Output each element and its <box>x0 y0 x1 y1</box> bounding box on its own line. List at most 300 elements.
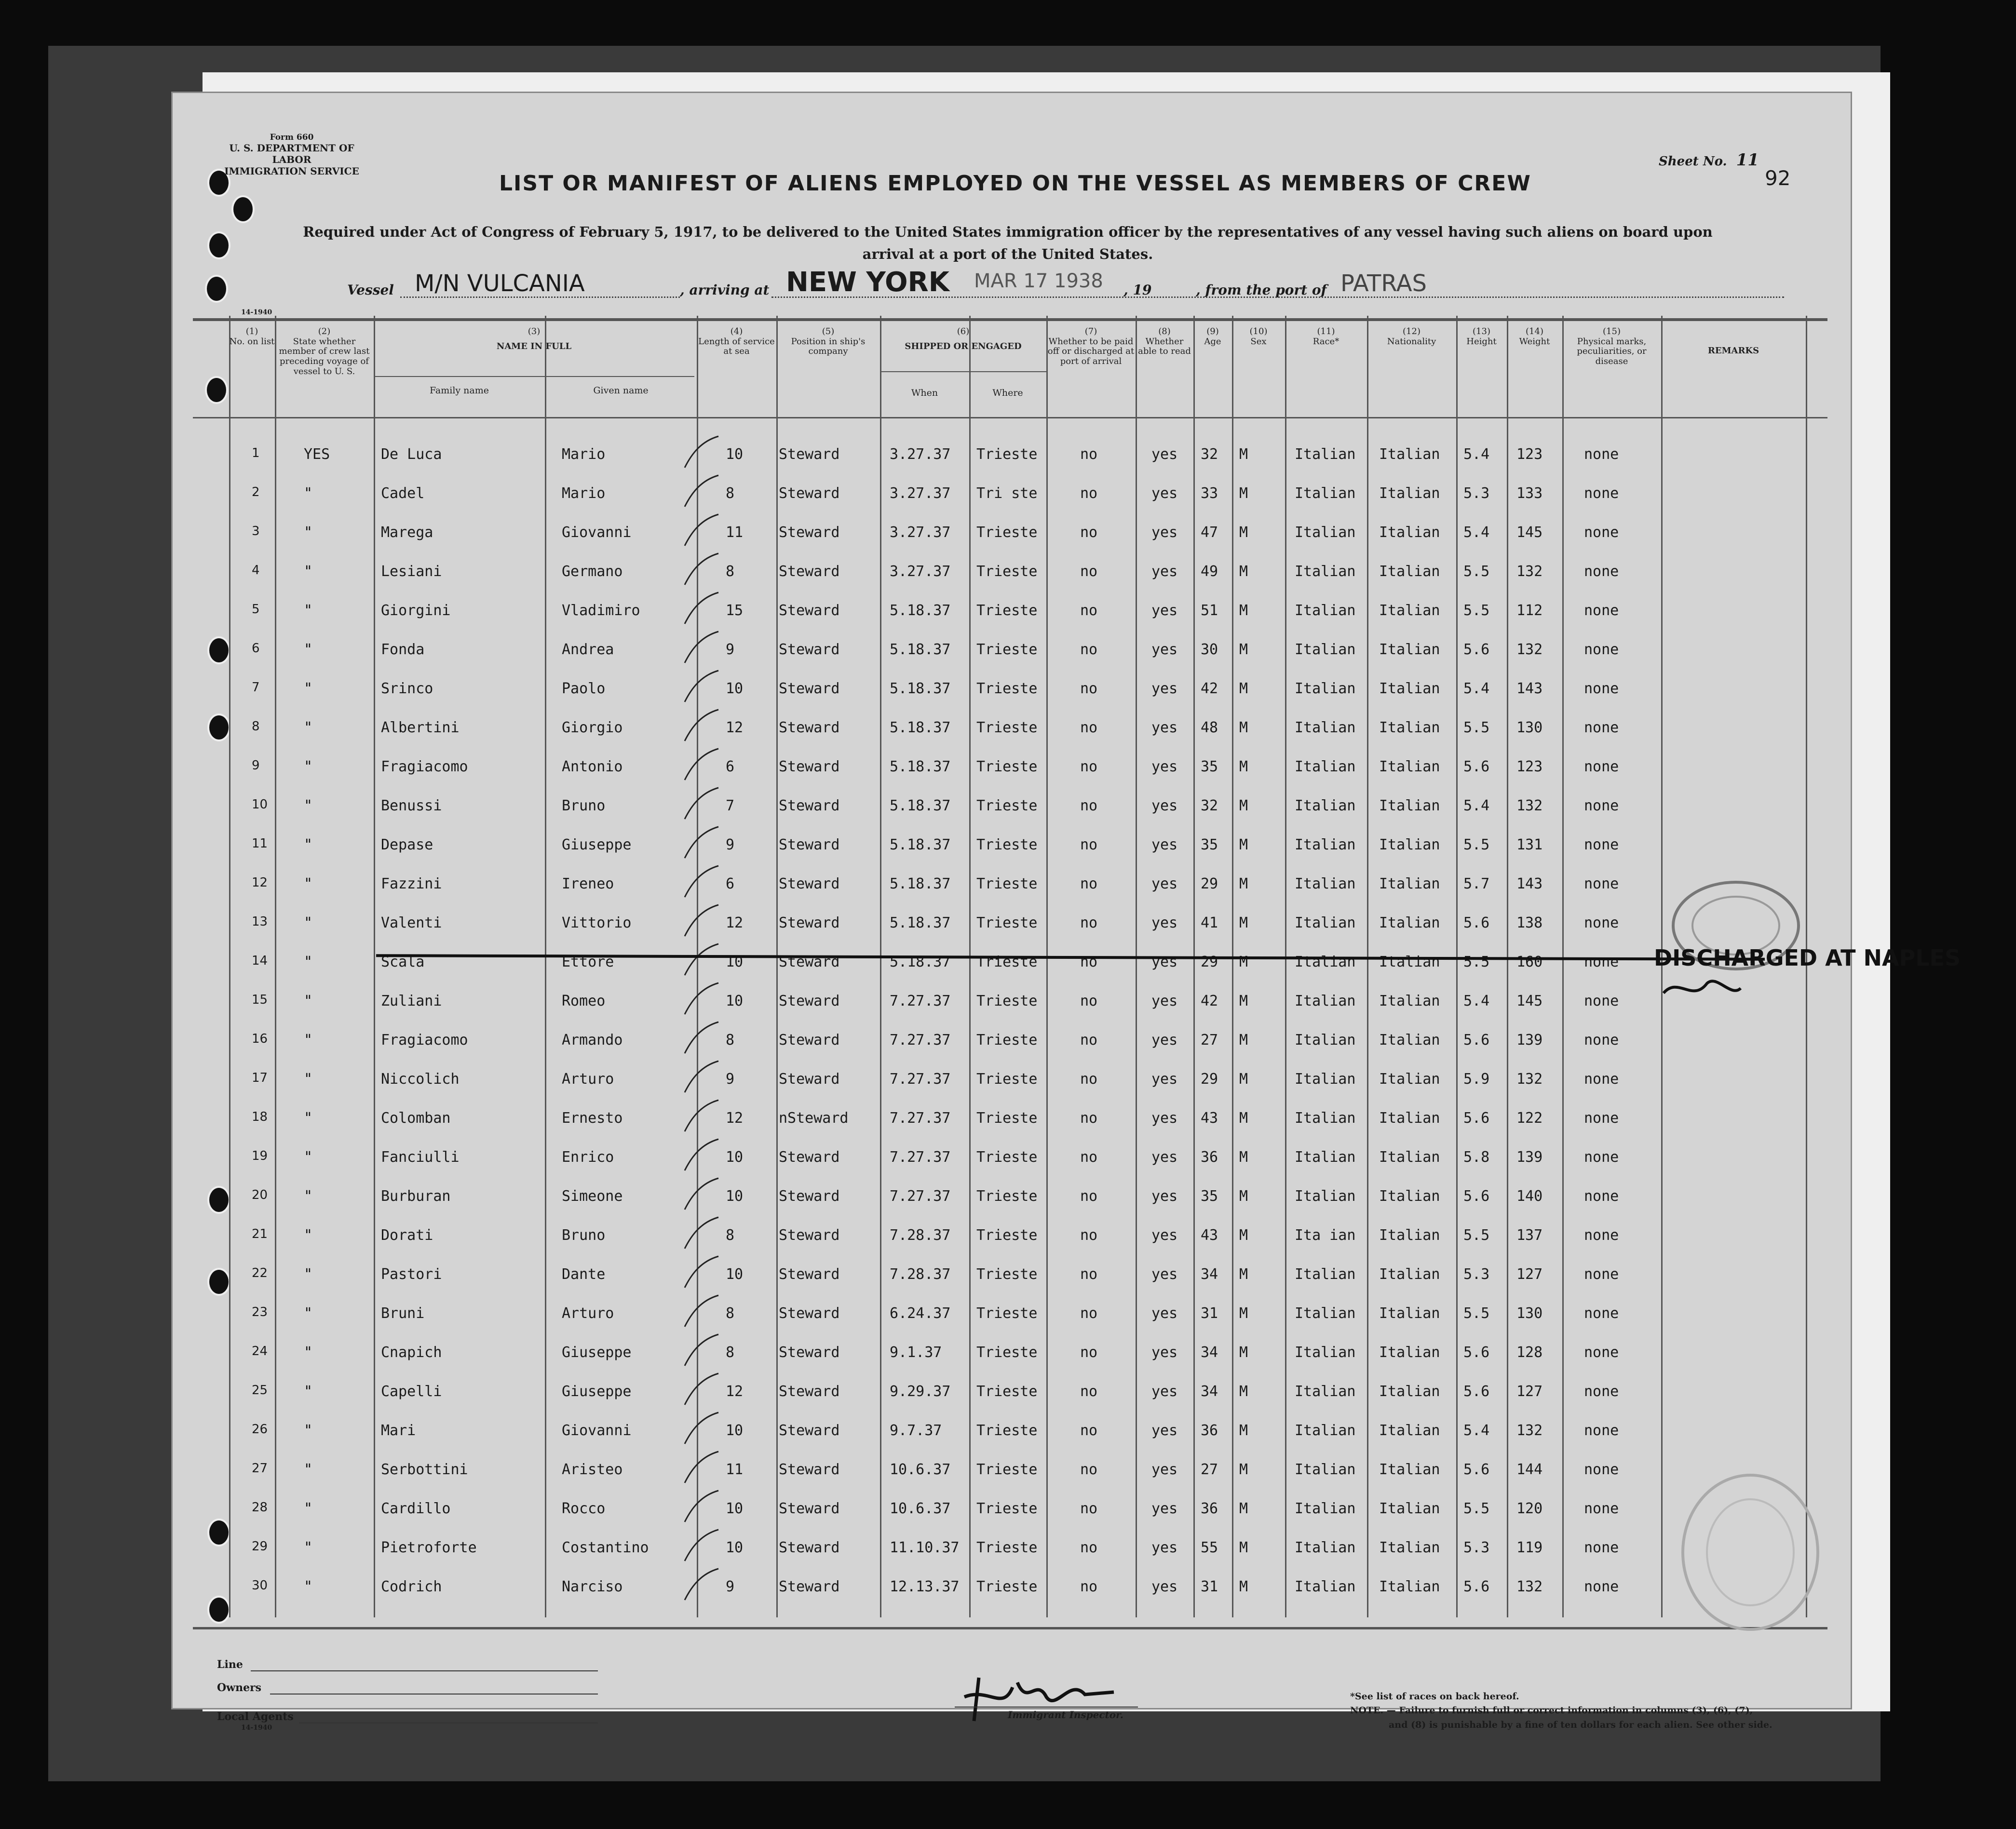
paid-off: no <box>1080 993 1098 1009</box>
line-underline <box>251 1670 598 1671</box>
sex: M <box>1239 1578 1248 1595</box>
check-stroke-icon <box>677 1566 721 1605</box>
able-to-read: yes <box>1151 1032 1178 1049</box>
service-length: 8 <box>726 1305 735 1322</box>
nationality: Italian <box>1379 954 1440 970</box>
shipped-where: Trieste <box>976 1110 1038 1127</box>
shipped-where: Trieste <box>976 680 1038 697</box>
paid-off: no <box>1080 1188 1098 1205</box>
given-name: Simeone <box>562 1188 623 1205</box>
able-to-read: yes <box>1151 524 1178 541</box>
weight: 133 <box>1516 485 1543 502</box>
check-stroke-icon <box>677 629 721 668</box>
family-name: De Luca <box>381 446 442 463</box>
family-name: Burburan <box>381 1188 451 1205</box>
position: Steward <box>779 680 840 697</box>
nationality: Italian <box>1379 758 1440 775</box>
position: Steward <box>779 602 840 619</box>
age: 43 <box>1201 1110 1218 1127</box>
check-stroke-icon <box>677 1488 721 1527</box>
height: 5.6 <box>1463 1461 1490 1478</box>
col-divider <box>880 316 881 1617</box>
check-stroke-icon <box>677 1215 721 1253</box>
col-divider <box>374 316 375 1617</box>
weight: 132 <box>1516 1578 1543 1595</box>
shipped-where: Trieste <box>976 1032 1038 1049</box>
physical-marks: none <box>1584 1149 1619 1166</box>
row-number: 1 <box>252 446 260 460</box>
shipped-where: Trieste <box>976 1344 1038 1361</box>
given-name: Arturo <box>562 1071 614 1088</box>
check-stroke-icon <box>677 1332 721 1371</box>
position: Steward <box>779 1149 840 1166</box>
family-name: Marega <box>381 524 433 541</box>
age: 31 <box>1201 1578 1218 1595</box>
paid-off: no <box>1080 602 1098 619</box>
position: Steward <box>779 1539 840 1556</box>
column-number: (13) <box>1473 326 1490 336</box>
weight: 132 <box>1516 563 1543 580</box>
column-number: (14) <box>1526 326 1543 336</box>
physical-marks: none <box>1584 524 1619 541</box>
race: Italian <box>1295 524 1356 541</box>
nationality: Italian <box>1379 1344 1440 1361</box>
position: Steward <box>779 1305 840 1322</box>
able-to-read: yes <box>1151 602 1178 619</box>
arriving-label: , arriving at <box>680 282 770 298</box>
footer-notes <box>1350 1690 1772 1732</box>
nationality: Italian <box>1379 914 1440 931</box>
service-length: 10 <box>726 1188 744 1205</box>
service-length: 8 <box>726 563 735 580</box>
owners-underline <box>270 1694 598 1695</box>
given-name: Bruno <box>562 1227 606 1244</box>
row-number: 27 <box>252 1461 268 1476</box>
shipped-when: 5.18.37 <box>890 914 951 931</box>
sex: M <box>1239 680 1248 697</box>
row-number: 5 <box>252 602 260 617</box>
shipped-when: 6.24.37 <box>890 1305 951 1322</box>
service-length: 6 <box>726 875 735 892</box>
shipped-when: 12.13.37 <box>890 1578 960 1595</box>
footer-note-races: *See list of races on back hereof. <box>1350 1691 1519 1702</box>
height: 5.6 <box>1463 758 1490 775</box>
year-label: , 19 <box>1123 282 1152 298</box>
family-name: Giorgini <box>381 602 451 619</box>
height: 5.4 <box>1463 680 1490 697</box>
weight: 123 <box>1516 446 1543 463</box>
position: Steward <box>779 1227 840 1244</box>
paid-off: no <box>1080 1461 1098 1478</box>
family-name: Fazzini <box>381 875 442 892</box>
height: 5.5 <box>1463 602 1490 619</box>
page-number: 92 <box>1765 166 1791 190</box>
family-name: Zuliani <box>381 993 442 1009</box>
weight: 143 <box>1516 875 1543 892</box>
agents-underline <box>299 1722 598 1723</box>
row-number: 18 <box>252 1110 268 1124</box>
age: 35 <box>1201 758 1218 775</box>
able-to-read: yes <box>1151 954 1178 970</box>
last-voyage: " <box>304 680 313 697</box>
col-divider <box>1193 316 1195 1617</box>
age: 27 <box>1201 1032 1218 1049</box>
race: Italian <box>1295 993 1356 1009</box>
sex: M <box>1239 1383 1248 1400</box>
check-stroke-icon <box>677 1254 721 1292</box>
nationality: Italian <box>1379 993 1440 1009</box>
nationality: Italian <box>1379 1305 1440 1322</box>
nationality: Italian <box>1379 1071 1440 1088</box>
print-code-bottom: 14-1940 <box>241 1724 272 1732</box>
family-name: Benussi <box>381 797 442 814</box>
family-name-header: Family name <box>430 385 489 396</box>
shipped-where: Trieste <box>976 641 1038 658</box>
given-name: Mario <box>562 446 606 463</box>
height: 5.5 <box>1463 563 1490 580</box>
punch-hole-icon <box>207 1186 230 1214</box>
position: Steward <box>779 1344 840 1361</box>
column-header <box>1193 327 1232 347</box>
shipped-when: 10.6.37 <box>890 1500 951 1517</box>
department-name: U. S. DEPARTMENT OF LABOR <box>229 142 354 166</box>
row-number: 21 <box>252 1227 268 1241</box>
paid-off: no <box>1080 524 1098 541</box>
nationality: Italian <box>1379 563 1440 580</box>
last-voyage: " <box>304 563 313 580</box>
paid-off: no <box>1080 875 1098 892</box>
service-length: 9 <box>726 1578 735 1595</box>
physical-marks: none <box>1584 875 1619 892</box>
service-length: 8 <box>726 485 735 502</box>
weight: 127 <box>1516 1383 1543 1400</box>
shipped-when: 7.27.37 <box>890 1032 951 1049</box>
table-header-bottom <box>193 417 1827 418</box>
able-to-read: yes <box>1151 446 1178 463</box>
race: Italian <box>1295 446 1356 463</box>
able-to-read: yes <box>1151 1383 1178 1400</box>
from-port: PATRAS <box>1340 270 1427 297</box>
service-length: 10 <box>726 1422 744 1439</box>
paid-off: no <box>1080 680 1098 697</box>
given-name: Andrea <box>562 641 614 658</box>
column-label: Nationality <box>1387 336 1436 347</box>
column-header <box>275 327 374 377</box>
able-to-read: yes <box>1151 1266 1178 1283</box>
paid-off: no <box>1080 1305 1098 1322</box>
race: Italian <box>1295 1032 1356 1049</box>
position: Steward <box>779 1461 840 1478</box>
weight: 119 <box>1516 1539 1543 1556</box>
age: 30 <box>1201 641 1218 658</box>
last-voyage: " <box>304 954 313 970</box>
paid-off: no <box>1080 797 1098 814</box>
age: 29 <box>1201 1071 1218 1088</box>
weight: 160 <box>1516 954 1543 970</box>
last-voyage: " <box>304 1344 313 1361</box>
row-number: 8 <box>252 719 260 734</box>
shipped-where: Trieste <box>976 1461 1038 1478</box>
sex: M <box>1239 914 1248 931</box>
shipped-where: Trieste <box>976 1500 1038 1517</box>
able-to-read: yes <box>1151 836 1178 853</box>
family-name: Cadel <box>381 485 425 502</box>
race: Italian <box>1295 1578 1356 1595</box>
weight: 130 <box>1516 719 1543 736</box>
physical-marks: none <box>1584 758 1619 775</box>
shipped-where: Trieste <box>976 1266 1038 1283</box>
race: Italian <box>1295 485 1356 502</box>
print-code-top: 14-1940 <box>241 309 272 316</box>
physical-marks: none <box>1584 680 1619 697</box>
race: Italian <box>1295 719 1356 736</box>
check-stroke-icon <box>677 512 721 551</box>
arriving-port: NEW YORK <box>786 267 950 298</box>
paid-off: no <box>1080 1266 1098 1283</box>
shipped-subheader-rule <box>880 371 1046 372</box>
family-name: Capelli <box>381 1383 442 1400</box>
last-voyage: " <box>304 524 313 541</box>
column-number: (3) <box>528 326 541 336</box>
column-number: (1) <box>245 326 258 336</box>
height: 5.6 <box>1463 641 1490 658</box>
family-name: Valenti <box>381 914 442 931</box>
physical-marks: none <box>1584 1344 1619 1361</box>
position: Steward <box>779 485 840 502</box>
sex: M <box>1239 1422 1248 1439</box>
able-to-read: yes <box>1151 1305 1178 1322</box>
position: Steward <box>779 1266 840 1283</box>
given-name: Vladimiro <box>562 602 640 619</box>
age: 48 <box>1201 719 1218 736</box>
sex: M <box>1239 1227 1248 1244</box>
last-voyage: " <box>304 1422 313 1439</box>
check-stroke-icon <box>677 1137 721 1175</box>
nationality: Italian <box>1379 719 1440 736</box>
last-voyage: YES <box>304 446 330 463</box>
age: 55 <box>1201 1539 1218 1556</box>
race: Italian <box>1295 1071 1356 1088</box>
physical-marks: none <box>1584 1227 1619 1244</box>
service-length: 10 <box>726 680 744 697</box>
sex: M <box>1239 485 1248 502</box>
column-number: (11) <box>1317 326 1335 336</box>
position: Steward <box>779 446 840 463</box>
height: 5.4 <box>1463 797 1490 814</box>
row-number: 12 <box>252 875 268 890</box>
last-voyage: " <box>304 758 313 775</box>
last-voyage: " <box>304 993 313 1009</box>
nationality: Italian <box>1379 1383 1440 1400</box>
position: Steward <box>779 1422 840 1439</box>
check-stroke-icon <box>677 981 721 1019</box>
service-length: 9 <box>726 836 735 853</box>
row-number: 16 <box>252 1032 268 1046</box>
shipped-when: 7.27.37 <box>890 1110 951 1127</box>
check-stroke-icon <box>677 473 721 511</box>
height: 5.3 <box>1463 1266 1490 1283</box>
sex: M <box>1239 993 1248 1009</box>
physical-marks: none <box>1584 914 1619 931</box>
shipped-when: 9.29.37 <box>890 1383 951 1400</box>
able-to-read: yes <box>1151 1578 1178 1595</box>
sex: M <box>1239 1188 1248 1205</box>
race: Ita ian <box>1295 1227 1356 1244</box>
column-header <box>1562 327 1661 367</box>
last-voyage: " <box>304 1188 313 1205</box>
discharged-stamp-text: DISCHARGED AT NAPLES <box>1654 945 1961 971</box>
last-voyage: " <box>304 1461 313 1478</box>
column-header <box>697 327 776 357</box>
last-voyage: " <box>304 914 313 931</box>
check-stroke-icon <box>677 1293 721 1331</box>
last-voyage: " <box>304 797 313 814</box>
intro-line-1: Required under Act of Congress of February 5, 1917, to be delivered to the United States immigration officer by the representatives of any vessel having such aliens on board upon <box>303 224 1713 240</box>
race: Italian <box>1295 1149 1356 1166</box>
position: Steward <box>779 836 840 853</box>
family-name: Mari <box>381 1422 416 1439</box>
able-to-read: yes <box>1151 1227 1178 1244</box>
stamp-initials-icon <box>1659 974 1745 1008</box>
shipped-when: 3.27.37 <box>890 563 951 580</box>
last-voyage: " <box>304 1110 313 1127</box>
weight: 132 <box>1516 641 1543 658</box>
age: 34 <box>1201 1266 1218 1283</box>
age: 47 <box>1201 524 1218 541</box>
age: 36 <box>1201 1422 1218 1439</box>
position: Steward <box>779 1032 840 1049</box>
column-header <box>1136 327 1193 357</box>
age: 33 <box>1201 485 1218 502</box>
weight: 140 <box>1516 1188 1543 1205</box>
given-name: Bruno <box>562 797 606 814</box>
column-label: State whether member of crew last preceding voyage of vessel to U. S. <box>279 336 370 377</box>
column-number: (12) <box>1403 326 1421 336</box>
age: 32 <box>1201 797 1218 814</box>
shipped-when: 5.18.37 <box>890 875 951 892</box>
vessel-line-underline <box>771 296 1784 298</box>
paid-off: no <box>1080 836 1098 853</box>
shipped-where: Trieste <box>976 1227 1038 1244</box>
check-stroke-icon <box>677 1059 721 1097</box>
sex: M <box>1239 954 1248 970</box>
shipped-when: 5.18.37 <box>890 836 951 853</box>
service-length: 8 <box>726 1227 735 1244</box>
age: 43 <box>1201 1227 1218 1244</box>
age: 51 <box>1201 602 1218 619</box>
sex: M <box>1239 836 1248 853</box>
race: Italian <box>1295 1500 1356 1517</box>
nationality: Italian <box>1379 1578 1440 1595</box>
height: 5.6 <box>1463 1344 1490 1361</box>
shipped-where: Trieste <box>976 602 1038 619</box>
check-stroke-icon <box>677 1449 721 1488</box>
last-voyage: " <box>304 1149 313 1166</box>
paid-off: no <box>1080 1500 1098 1517</box>
service-length: 10 <box>726 1149 744 1166</box>
column-label: No. on list <box>229 336 275 347</box>
column-label: Age <box>1204 336 1221 347</box>
physical-marks: none <box>1584 1266 1619 1283</box>
column-header <box>1285 327 1367 347</box>
check-stroke-icon <box>677 590 721 629</box>
shipped-when: 7.27.37 <box>890 1149 951 1166</box>
weight: 130 <box>1516 1305 1543 1322</box>
position: Steward <box>779 524 840 541</box>
given-name: Romeo <box>562 993 606 1009</box>
given-name: Giuseppe <box>562 1383 632 1400</box>
shipped-where: Trieste <box>976 1578 1038 1595</box>
col-divider <box>1367 316 1368 1617</box>
able-to-read: yes <box>1151 1461 1178 1478</box>
height: 5.6 <box>1463 1032 1490 1049</box>
given-name: Giovanni <box>562 1422 632 1439</box>
able-to-read: yes <box>1151 1422 1178 1439</box>
paid-off: no <box>1080 1149 1098 1166</box>
race: Italian <box>1295 1344 1356 1361</box>
race: Italian <box>1295 1110 1356 1127</box>
vessel-underline <box>400 296 680 298</box>
check-stroke-icon <box>677 1410 721 1449</box>
physical-marks: none <box>1584 1422 1619 1439</box>
service-length: 11 <box>726 1461 744 1478</box>
shipped-where: Trieste <box>976 1383 1038 1400</box>
height: 5.3 <box>1463 1539 1490 1556</box>
height: 5.6 <box>1463 1188 1490 1205</box>
given-name: Giuseppe <box>562 836 632 853</box>
family-name: Bruni <box>381 1305 425 1322</box>
family-name: Codrich <box>381 1578 442 1595</box>
punch-hole-icon <box>207 1268 230 1296</box>
punch-hole-icon <box>205 275 228 303</box>
weight: 139 <box>1516 1032 1543 1049</box>
owners-label-text: Owners <box>217 1681 262 1694</box>
check-stroke-icon <box>677 1176 721 1214</box>
weight: 145 <box>1516 524 1543 541</box>
physical-marks: none <box>1584 563 1619 580</box>
physical-marks: none <box>1584 641 1619 658</box>
height: 5.6 <box>1463 1578 1490 1595</box>
punch-hole-icon <box>207 1596 230 1624</box>
race: Italian <box>1295 1266 1356 1283</box>
nationality: Italian <box>1379 836 1440 853</box>
shipped-where: Trieste <box>976 1071 1038 1088</box>
race: Italian <box>1295 1539 1356 1556</box>
position: Steward <box>779 914 840 931</box>
given-name: Armando <box>562 1032 623 1049</box>
last-voyage: " <box>304 719 313 736</box>
shipped-where: Trieste <box>976 875 1038 892</box>
column-label: Length of service at sea <box>698 336 775 357</box>
name-subheader-rule <box>374 376 694 377</box>
arrival-date-stamp: MAR 17 1938 <box>974 270 1103 292</box>
weight: 131 <box>1516 836 1543 853</box>
physical-marks: none <box>1584 1539 1619 1556</box>
service-length: 8 <box>726 1032 735 1049</box>
able-to-read: yes <box>1151 563 1178 580</box>
line-label <box>217 1658 243 1671</box>
nationality: Italian <box>1379 1032 1440 1049</box>
sex: M <box>1239 524 1248 541</box>
shipped-when: 11.10.37 <box>890 1539 960 1556</box>
form-header <box>212 133 371 177</box>
column-label: Sex <box>1250 336 1267 347</box>
nationality: Italian <box>1379 524 1440 541</box>
shipped-where: Trieste <box>976 446 1038 463</box>
race: Italian <box>1295 954 1356 970</box>
row-number: 19 <box>252 1149 268 1163</box>
position: Steward <box>779 1578 840 1595</box>
